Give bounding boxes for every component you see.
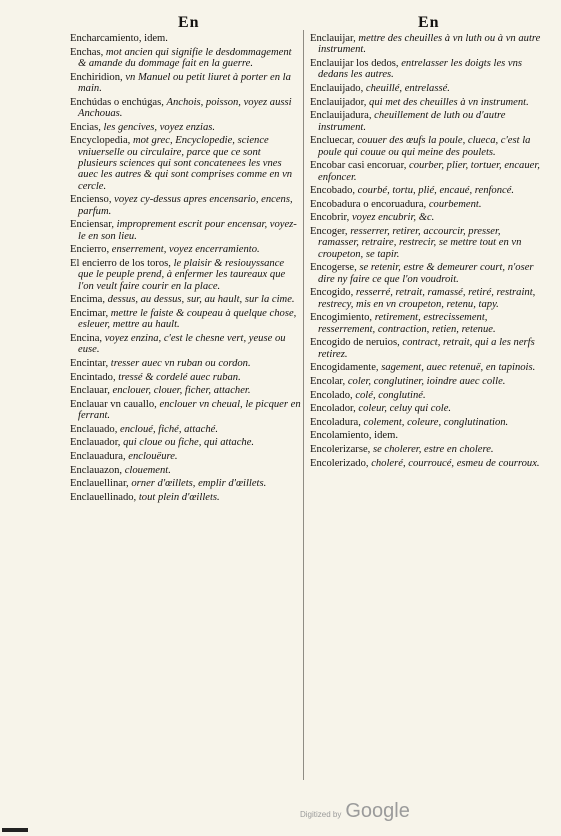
dictionary-entry <box>70 372 302 383</box>
entry-headword: Encogido de neruios, <box>310 337 400 349</box>
entry-headword: Enclauar vn cauallo, <box>70 398 157 410</box>
entry-headword: Enclauijado, <box>310 83 364 94</box>
entry-headword: Encogerse, <box>310 262 357 274</box>
entry-headword: Encharcamiento, idem. <box>70 33 168 44</box>
dictionary-entry <box>310 212 542 223</box>
dictionary-entry <box>310 97 542 108</box>
entry-headword: Encogidamente, <box>310 362 379 374</box>
entry-translation: enclouëure. <box>128 450 178 462</box>
entry-headword: Enclauador, <box>70 437 121 449</box>
entry-headword: Encobar casi encoruar, <box>310 160 407 172</box>
dictionary-entry <box>310 430 542 441</box>
entry-translation: choleré, courroucé, esmeu de courroux. <box>371 457 540 469</box>
entry-headword: Enchiridion, <box>70 71 123 83</box>
entry-headword: Encluecar, <box>310 135 355 147</box>
dictionary-entry <box>70 135 302 192</box>
entry-translation: resserrer, retirer, accourcir, presser, ramasser, retraire, restrecir, se mettre tout en vn croupeton, se tapir. <box>318 225 522 260</box>
entry-translation: courbé, tortu, plié, encaué, renfoncé. <box>357 185 515 197</box>
dictionary-entry <box>70 122 302 133</box>
dictionary-entry <box>70 424 302 435</box>
dictionary-entry <box>310 33 542 56</box>
entry-translation: enserrement, voyez encerramiento. <box>111 244 260 256</box>
entry-translation: qui cloue ou fiche, qui attache. <box>123 437 255 449</box>
entry-headword: Encobadura o encoruadura, <box>310 198 427 210</box>
dictionary-entry <box>310 160 542 183</box>
entry-headword: Encierro, <box>70 244 110 256</box>
digitized-watermark <box>300 800 410 823</box>
entry-translation: Anchois, poisson, voyez aussi Anchouas. <box>78 96 292 119</box>
dictionary-entry <box>70 465 302 476</box>
dictionary-entry <box>310 262 542 285</box>
dictionary-entry <box>70 97 302 120</box>
entry-translation: coleur, celuy qui cole. <box>358 403 452 415</box>
dictionary-entry <box>310 458 542 469</box>
entry-translation: contract, retrait, qui a les nerfs retirez. <box>318 337 535 360</box>
dictionary-entry <box>70 219 302 242</box>
entry-translation: mettre des cheuilles à vn luth ou à vn autre instrument. <box>318 33 541 56</box>
entry-headword: Encimar, <box>70 308 109 319</box>
dictionary-entry <box>310 403 542 414</box>
running-head-right: En <box>418 14 440 31</box>
entry-translation: resserré, retrait, ramassé, retiré, restraint, restrecy, mis en vn croupeton, retenu, tapy. <box>318 287 536 310</box>
entry-translation: mot ancien qui signifie le desdommagement & amande du dommage fait en la guerre. <box>78 46 292 69</box>
entry-headword: Enchas, <box>70 46 104 58</box>
dictionary-entry <box>310 199 542 210</box>
entry-headword: Encias, <box>70 121 101 133</box>
entry-headword: Encintar, <box>70 358 109 369</box>
entry-headword: Enclauijador, <box>310 96 367 108</box>
entry-headword: Encogimiento, <box>310 312 373 324</box>
entry-headword: Encyclopedia, <box>70 135 131 147</box>
dictionary-entry <box>70 451 302 462</box>
dictionary-entry <box>70 399 302 422</box>
column-divider <box>303 30 304 780</box>
dictionary-entry <box>70 358 302 369</box>
page-edge-mark <box>2 828 28 832</box>
entry-translation: tressé & cordelé auec ruban. <box>118 371 241 383</box>
entry-headword: Enclauazon, <box>70 464 123 476</box>
entry-headword: El encierro de los toros, <box>70 258 171 269</box>
dictionary-entry <box>310 58 542 81</box>
entry-headword: Enclauadura, <box>70 450 126 462</box>
entry-headword: Encienso, <box>70 194 112 206</box>
dictionary-entry <box>70 258 302 292</box>
entry-headword: Encoger, <box>310 225 348 237</box>
entry-translation: courber, plier, tortuer, encauer, enfoncer. <box>318 160 540 183</box>
entry-translation: enclouer, clouer, ficher, attacher. <box>112 385 251 397</box>
entry-translation: coler, conglutiner, ioindre auec colle. <box>347 375 506 387</box>
entry-translation: couuer des œufs la poule, clueca, c'est la poule qui couue ou qui meine des poulets. <box>318 135 531 158</box>
entry-headword: Encolerizado, <box>310 457 369 469</box>
entry-headword: Enclauijar los dedos, <box>310 58 399 69</box>
entry-translation: colement, coleure, conglutination. <box>363 416 509 428</box>
watermark-prefix: Digitized by <box>300 810 342 819</box>
running-head-left: En <box>178 14 200 31</box>
entry-headword: Enchúdas o enchúgas, <box>70 96 164 108</box>
entry-headword: Encima, <box>70 294 106 306</box>
entry-headword: Enclauar, <box>70 385 110 397</box>
dictionary-entry <box>70 437 302 448</box>
entry-translation: se retenir, estre & demeurer court, n'oser dire ny faire ce que l'on voudroit. <box>318 262 534 285</box>
entry-translation: encloué, fiché, attaché. <box>120 423 218 435</box>
entry-translation: se cholerer, estre en cholere. <box>372 443 494 455</box>
entry-headword: Encolerizarse, <box>310 443 371 455</box>
entry-headword: Encolar, <box>310 375 346 387</box>
entry-headword: Encina, <box>70 333 103 344</box>
entry-translation: vn Manuel ou petit liuret à porter en la main. <box>78 71 291 94</box>
entry-headword: Encolador, <box>310 403 356 415</box>
dictionary-entry <box>310 83 542 94</box>
dictionary-entry <box>310 362 542 373</box>
entry-headword: Enclauado, <box>70 423 118 435</box>
entry-translation: voyez encubrir, &c. <box>351 212 435 224</box>
dictionary-entry <box>310 226 542 260</box>
dictionary-entry <box>310 110 542 133</box>
entry-translation: cheuillé, entrelassé. <box>365 83 450 94</box>
entry-translation: entrelasser les doigts les vns dedans les autres. <box>318 58 523 81</box>
entry-translation: tresser auec vn ruban ou cordon. <box>110 358 251 369</box>
entry-headword: Encobrir, <box>310 212 350 224</box>
entry-translation: colé, conglutiné. <box>355 389 426 401</box>
dictionary-entry <box>310 444 542 455</box>
entry-translation: le plaisir & resiouyssance que le peuple prend, à enfermer les taureaux que l'on veult faire courir en la place. <box>78 258 286 292</box>
dictionary-entry <box>70 478 302 489</box>
dictionary-entry <box>310 135 542 158</box>
dictionary-entry <box>70 385 302 396</box>
entry-headword: Enclauijadura, <box>310 110 372 122</box>
right-column <box>310 33 542 471</box>
entry-translation: clouement. <box>124 464 171 476</box>
entry-headword: Enclauellinado, <box>70 491 137 503</box>
entry-translation: dessus, au dessus, sur, au hault, sur la cime. <box>107 294 295 306</box>
dictionary-entry <box>310 287 542 310</box>
entry-headword: Encolado, <box>310 389 353 401</box>
dictionary-entry <box>310 390 542 401</box>
entry-headword: Enclauijar, <box>310 33 356 44</box>
entry-headword: Encobado, <box>310 185 356 197</box>
dictionary-entry <box>70 308 302 331</box>
dictionary-entry <box>310 376 542 387</box>
dictionary-entry <box>310 417 542 428</box>
watermark-brand: Google <box>345 800 410 822</box>
entry-headword: Enclauellinar, <box>70 478 129 490</box>
entry-headword: Encoladura, <box>310 416 361 428</box>
entry-translation: mot grec, Encyclopedie, science vniuerselle ou circulaire, parce que ce sont plusieurs sciences qui sont concatenees les vnes auec les autres & qui sont comprises comme en vn cercle. <box>78 135 293 192</box>
dictionary-entry <box>310 312 542 335</box>
entry-translation: voyez cy-dessus apres encensario, encens, parfum. <box>78 194 293 217</box>
dictionary-entry <box>70 72 302 95</box>
entry-translation: sagement, auec retenuë, en tapinois. <box>381 362 536 374</box>
entry-translation: orner d'œillets, emplir d'œillets. <box>131 478 267 490</box>
dictionary-entry <box>70 47 302 70</box>
entry-translation: retirement, estrecissement, resserrement, contraction, retien, retenue. <box>318 312 496 335</box>
dictionary-entry <box>70 333 302 356</box>
entry-translation: tout plein d'œillets. <box>138 491 220 503</box>
dictionary-entry <box>70 194 302 217</box>
entry-translation: improprement escrit pour encensar, voyez-le en son lieu. <box>78 219 297 242</box>
dictionary-entry <box>70 33 302 44</box>
left-column <box>70 33 302 505</box>
entry-translation: voyez enzina, c'est le chesne vert, yeuse ou euse. <box>78 333 286 356</box>
dictionary-entry <box>310 337 542 360</box>
dictionary-entry <box>70 492 302 503</box>
entry-translation: mettre le faiste & coupeau à quelque chose, esleuer, mettre au hault. <box>78 308 297 331</box>
entry-translation: courbement. <box>428 198 482 210</box>
entry-translation: enclouer vn cheual, le picquer en ferrant. <box>78 398 301 422</box>
entry-translation: les gencives, voyez enzias. <box>103 121 216 133</box>
entry-headword: Encolamiento, idem. <box>310 430 398 442</box>
entry-headword: Encintado, <box>70 371 116 383</box>
dictionary-entry <box>70 294 302 305</box>
dictionary-entry <box>310 185 542 196</box>
entry-headword: Encogido, <box>310 287 354 299</box>
entry-headword: Enciensar, <box>70 219 114 231</box>
entry-translation: cheuillement de luth ou d'autre instrument. <box>318 110 506 133</box>
dictionary-entry <box>70 244 302 255</box>
entry-translation: qui met des cheuilles à vn instrument. <box>369 96 529 108</box>
